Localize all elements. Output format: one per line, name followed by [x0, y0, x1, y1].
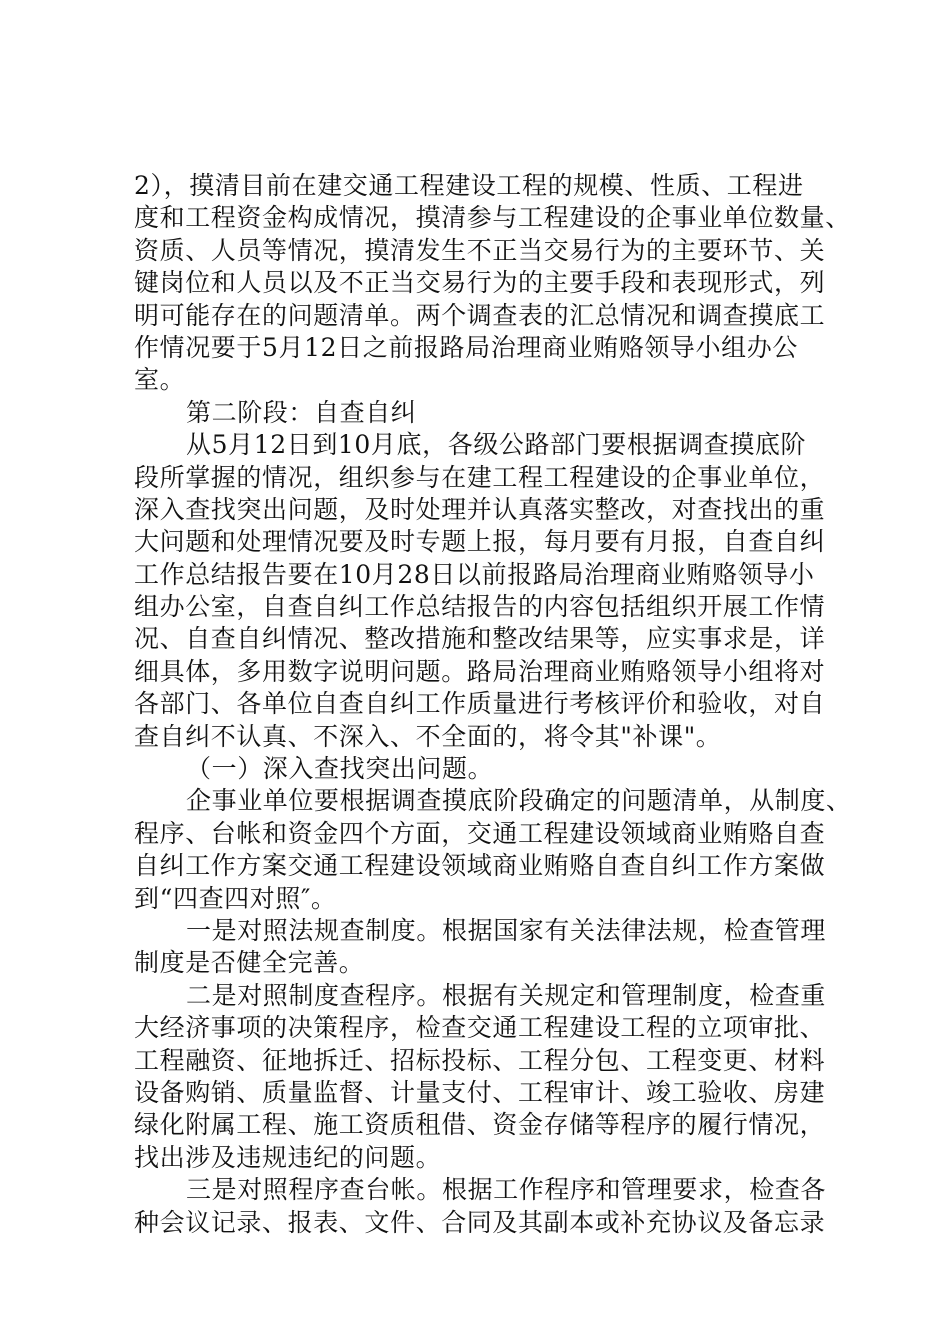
text-line: 室。	[134, 365, 186, 395]
text-line: 第二阶段：自查自纠	[186, 397, 417, 427]
text-line: （一）深入查找突出问题。	[186, 754, 494, 784]
text-line: 深入查找突出问题，及时处理并认真落实整改，对查找出的重	[134, 494, 826, 524]
text-line: 自纠工作方案交通工程建设领域商业贿赂自查自纠工作方案做	[134, 851, 826, 881]
text-line: 到“四查四对照″。	[134, 883, 337, 913]
text-line: 组办公室，自查自纠工作总结报告的内容包括组织开展工作情	[134, 592, 826, 622]
text-line: 大问题和处理情况要及时专题上报，每月要有月报，自查自纠	[134, 527, 826, 557]
text-line: 键岗位和人员以及不正当交易行为的主要手段和表现形式，列	[134, 268, 826, 298]
text-line: 找出涉及违规违纪的问题。	[134, 1142, 442, 1172]
text-line: 各部门、各单位自查自纠工作质量进行考核评价和验收，对自	[134, 689, 826, 719]
text-line: 设备购销、质量监督、计量支付、工程审计、竣工验收、房建	[134, 1077, 826, 1107]
text-line: 作情况要于5月12日之前报路局治理商业贿赂领导小组办公	[134, 332, 798, 362]
text-line: 工程融资、征地拆迁、招标投标、工程分包、工程变更、材料	[134, 1045, 826, 1075]
text-line: 一是对照法规查制度。根据国家有关法律法规，检查管理	[186, 915, 827, 945]
text-line: 程序、台帐和资金四个方面，交通工程建设领域商业贿赂自查	[134, 818, 826, 848]
text-line: 大经济事项的决策程序，检查交通工程建设工程的立项审批、	[134, 1013, 826, 1043]
text-line: 况、自查自纠情况、整改措施和整改结果等，应实事求是，详	[134, 624, 826, 654]
text-line: 种会议记录、报表、文件、合同及其副本或补充协议及备忘录	[134, 1207, 826, 1237]
text-line: 明可能存在的问题清单。两个调查表的汇总情况和调查摸底工	[134, 300, 826, 330]
text-line: 工作总结报告要在10月28日以前报路局治理商业贿赂领导小	[134, 559, 815, 589]
text-line: 度和工程资金构成情况，摸清参与工程建设的企事业单位数量、	[134, 203, 851, 233]
text-line: 查自纠不认真、不深入、不全面的，将令其"补课"。	[134, 721, 722, 751]
text-line: 制度是否健全完善。	[134, 948, 365, 978]
text-line: 绿化附属工程、施工资质租借、资金存储等程序的履行情况，	[134, 1110, 826, 1140]
text-line: 细具体，多用数字说明问题。路局治理商业贿赂领导小组将对	[134, 656, 826, 686]
text-line: 从5月12日到10月底，各级公路部门要根据调查摸底阶	[186, 430, 807, 460]
text-line: 企事业单位要根据调查摸底阶段确定的问题清单，从制度、	[186, 786, 852, 816]
text-line: 段所掌握的情况，组织参与在建工程工程建设的企事业单位，	[134, 462, 826, 492]
document-body	[134, 170, 852, 1239]
text-line: 三是对照程序查台帐。根据工作程序和管理要求，检查各	[186, 1175, 827, 1205]
text-line: 2），摸清目前在建交通工程建设工程的规模、性质、工程进	[134, 171, 804, 200]
text-line: 二是对照制度查程序。根据有关规定和管理制度，检查重	[186, 980, 827, 1010]
text-line: 资质、人员等情况，摸清发生不正当交易行为的主要环节、关	[134, 235, 826, 265]
